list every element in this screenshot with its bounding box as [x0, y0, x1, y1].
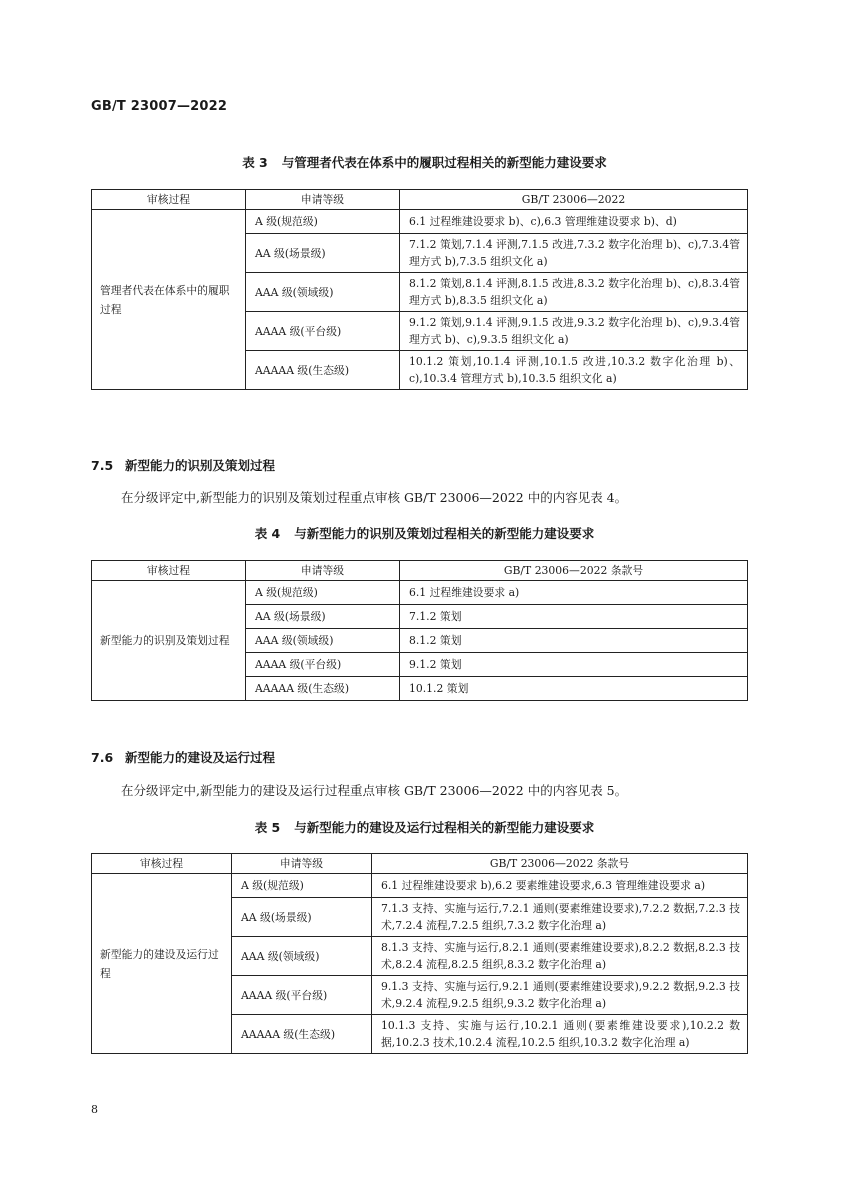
requirement-cell: 8.1.3 支持、实施与运行,8.2.1 通则(要素维建设要求),8.2.2 数据,8.2.3 技术,8.2.4 流程,8.2.5 组织,8.3.2 数字化治理 a) — [372, 937, 748, 976]
page-number: 8 — [91, 1103, 98, 1116]
level-cell: AAAA 级(平台级) — [232, 976, 372, 1015]
section-7-5-num: 7.5 — [91, 458, 114, 473]
table4 — [91, 560, 748, 701]
table4-caption — [0, 524, 849, 542]
section-7-5-paragraph: 在分级评定中,新型能力的识别及策划过程重点审核 GB/T 23006—2022 中的内容见表 4。 — [121, 490, 628, 505]
level-cell: AAA 级(领域级) — [232, 937, 372, 976]
requirement-cell: 9.1.3 支持、实施与运行,9.2.1 通则(要素维建设要求),9.2.2 数据,9.2.3 技术,9.2.4 流程,9.2.5 组织,9.3.2 数字化治理 a) — [372, 976, 748, 1015]
section-7-5-title: 新型能力的识别及策划过程 — [125, 458, 276, 473]
requirement-cell: 7.1.3 支持、实施与运行,7.2.1 通则(要素维建设要求),7.2.2 数据,7.2.3 技术,7.2.4 流程,7.2.5 组织,7.3.2 数字化治理 a) — [372, 898, 748, 937]
requirement-cell: 6.1 过程维建设要求 b),6.2 要素维建设要求,6.3 管理维建设要求 a) — [372, 874, 748, 898]
requirement-cell: 9.1.2 策划,9.1.4 评测,9.1.5 改进,9.3.2 数字化治理 b)、c),9.3.4管理方式 b)、c),9.3.5 组织文化 a) — [400, 312, 748, 351]
table3-header-process: 审核过程 — [92, 190, 246, 210]
table5-header-clause: GB/T 23006—2022 条款号 — [372, 854, 748, 874]
section-7-6-heading — [91, 748, 275, 766]
table5-caption-num: 表 5 — [254, 820, 281, 835]
table3-caption-num: 表 3 — [242, 155, 268, 170]
section-7-6-title: 新型能力的建设及运行过程 — [125, 750, 276, 765]
requirement-cell: 10.1.3 支持、实施与运行,10.2.1 通则(要素维建设要求),10.2.2 数据,10.2.3 技术,10.2.4 流程,10.2.5 组织,10.3.2 数字化治理 a) — [372, 1015, 748, 1054]
table4-header-row — [92, 561, 748, 581]
table5-header-level: 申请等级 — [232, 854, 372, 874]
section-7-6-num: 7.6 — [91, 750, 114, 765]
table3-process-cell: 管理者代表在体系中的履职过程 — [92, 210, 246, 390]
table3-header-level: 申请等级 — [246, 190, 400, 210]
table5-header-process: 审核过程 — [92, 854, 232, 874]
table4-caption-num: 表 4 — [254, 526, 281, 541]
table4-header-process: 审核过程 — [92, 561, 246, 581]
level-cell: AAAA 级(平台级) — [246, 312, 400, 351]
table4-caption-text: 与新型能力的识别及策划过程相关的新型能力建设要求 — [294, 526, 595, 541]
level-cell: AAAAA 级(生态级) — [246, 677, 400, 701]
table5-header-row — [92, 854, 748, 874]
requirement-cell: 8.1.2 策划,8.1.4 评测,8.1.5 改进,8.3.2 数字化治理 b)、c),8.3.4管理方式 b),8.3.5 组织文化 a) — [400, 273, 748, 312]
table-row — [92, 874, 748, 898]
table4-header-clause: GB/T 23006—2022 条款号 — [400, 561, 748, 581]
table5-process-cell: 新型能力的建设及运行过程 — [92, 874, 232, 1054]
table3-header-clause: GB/T 23006—2022 — [400, 190, 748, 210]
level-cell: AA 级(场景级) — [246, 605, 400, 629]
level-cell: AAA 级(领域级) — [246, 629, 400, 653]
level-cell: AAAAA 级(生态级) — [246, 351, 400, 390]
requirement-cell: 10.1.2 策划,10.1.4 评测,10.1.5 改进,10.3.2 数字化治理 b)、c),10.3.4 管理方式 b),10.3.5 组织文化 a) — [400, 351, 748, 390]
table3-caption-text: 与管理者代表在体系中的履职过程相关的新型能力建设要求 — [281, 155, 607, 170]
table5 — [91, 853, 748, 1054]
level-cell: A 级(规范级) — [232, 874, 372, 898]
level-cell: A 级(规范级) — [246, 581, 400, 605]
requirement-cell: 7.1.2 策划 — [400, 605, 748, 629]
table3 — [91, 189, 748, 390]
level-cell: A 级(规范级) — [246, 210, 400, 234]
level-cell: AAA 级(领域级) — [246, 273, 400, 312]
level-cell: AAAAA 级(生态级) — [232, 1015, 372, 1054]
requirement-cell: 6.1 过程维建设要求 a) — [400, 581, 748, 605]
section-7-5-heading — [91, 456, 275, 474]
requirement-cell: 10.1.2 策划 — [400, 677, 748, 701]
requirement-cell: 8.1.2 策划 — [400, 629, 748, 653]
level-cell: AA 级(场景级) — [246, 234, 400, 273]
requirement-cell: 7.1.2 策划,7.1.4 评测,7.1.5 改进,7.3.2 数字化治理 b)、c),7.3.4管理方式 b),7.3.5 组织文化 a) — [400, 234, 748, 273]
section-7-6-paragraph: 在分级评定中,新型能力的建设及运行过程重点审核 GB/T 23006—2022 中的内容见表 5。 — [121, 783, 628, 798]
standard-header: GB/T 23007—2022 — [91, 99, 228, 114]
level-cell: AAAA 级(平台级) — [246, 653, 400, 677]
table3-header-row — [92, 190, 748, 210]
table5-caption-text: 与新型能力的建设及运行过程相关的新型能力建设要求 — [294, 820, 595, 835]
table4-process-cell: 新型能力的识别及策划过程 — [92, 581, 246, 701]
table5-caption — [0, 818, 849, 836]
table-row — [92, 581, 748, 605]
level-cell: AA 级(场景级) — [232, 898, 372, 937]
table-row — [92, 210, 748, 234]
requirement-cell: 9.1.2 策划 — [400, 653, 748, 677]
table3-caption — [0, 153, 849, 171]
requirement-cell: 6.1 过程维建设要求 b)、c),6.3 管理维建设要求 b)、d) — [400, 210, 748, 234]
table4-header-level: 申请等级 — [246, 561, 400, 581]
